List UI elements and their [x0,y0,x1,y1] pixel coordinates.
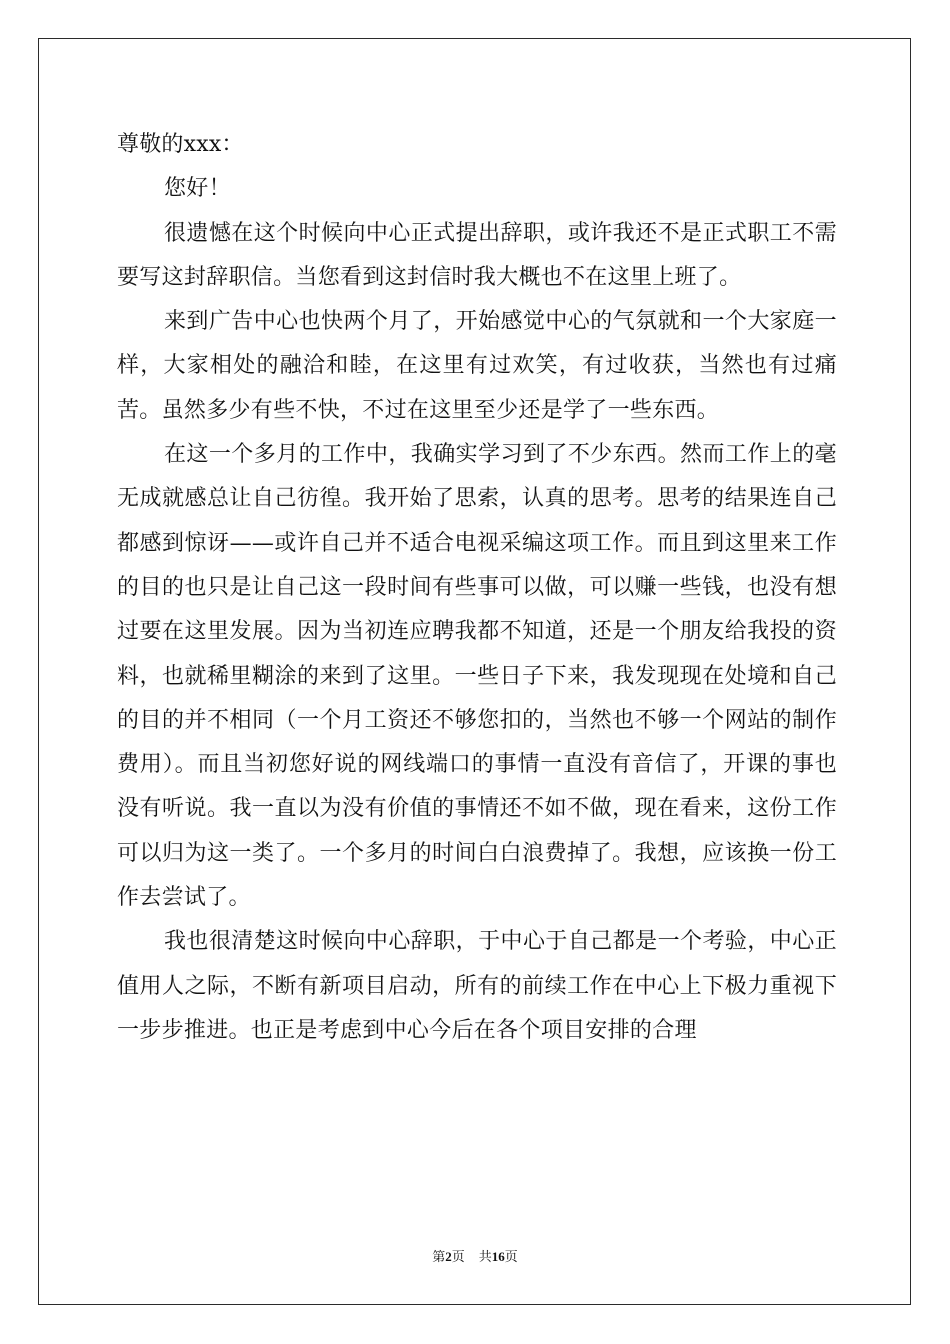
page-number: 2 [445,1249,452,1264]
paragraph-2: 来到广告中心也快两个月了，开始感觉中心的气氛就和一个大家庭一样，大家相处的融洽和睦，在这里有过欢笑，有过收获，当然也有过痛苦。虽然多少有些不快，不过在这里至少还是学了一些东西。 [117,309,837,423]
paragraph-3: 在这一个多月的工作中，我确实学习到了不少东西。然而工作上的毫无成就感总让自己彷徨。我开始了思索，认真的思考。思考的结果连自己都感到惊讶——或许自己并不适合电视采编这项工作。而且到这里来工作的目的也只是让自己这一段时间有些事可以做，可以赚一些钱，也没有想过要在这里发展。因为当初连应聘我都不知道，还是一个朋友给我投的资料，也就稀里糊涂的来到了这里。一些日子下来，我发现现在处境和自己的目的并不相同（一个月工资还不够您扣的，当然也不够一个网站的制作费用）。而且当初您好说的网线端口的事情一直没有音信了，开课的事也没有听说。我一直以为没有价值的事情还不如不做，现在看来，这份工作可以归为这一类了。一个多月的时间白白浪费掉了。我想，应该换一份工作去尝试了。 [117,442,837,911]
page-prefix: 第 [432,1250,446,1265]
total-pages: 16 [491,1249,505,1264]
greeting: 您好！ [164,176,231,202]
total-suffix: 页 [504,1250,518,1265]
page-suffix: 页 [451,1250,465,1265]
total-prefix: 共 [478,1250,492,1265]
salutation: 尊敬的xxx： [117,132,244,157]
paragraph-1: 很遗憾在这个时候向中心正式提出辞职，或许我还不是正式职工不需要写这封辞职信。当您看到这封信时我大概也不在这里上班了。 [117,220,837,290]
letter-body [117,123,837,1053]
page-footer [0,1246,950,1265]
paragraph-4: 我也很清楚这时候向中心辞职，于中心于自己都是一个考验，中心正值用人之际，不断有新项目启动，所有的前续工作在中心上下极力重视下一步步推进。也正是考虑到中心今后在各个项目安排的合理 [117,929,837,1043]
